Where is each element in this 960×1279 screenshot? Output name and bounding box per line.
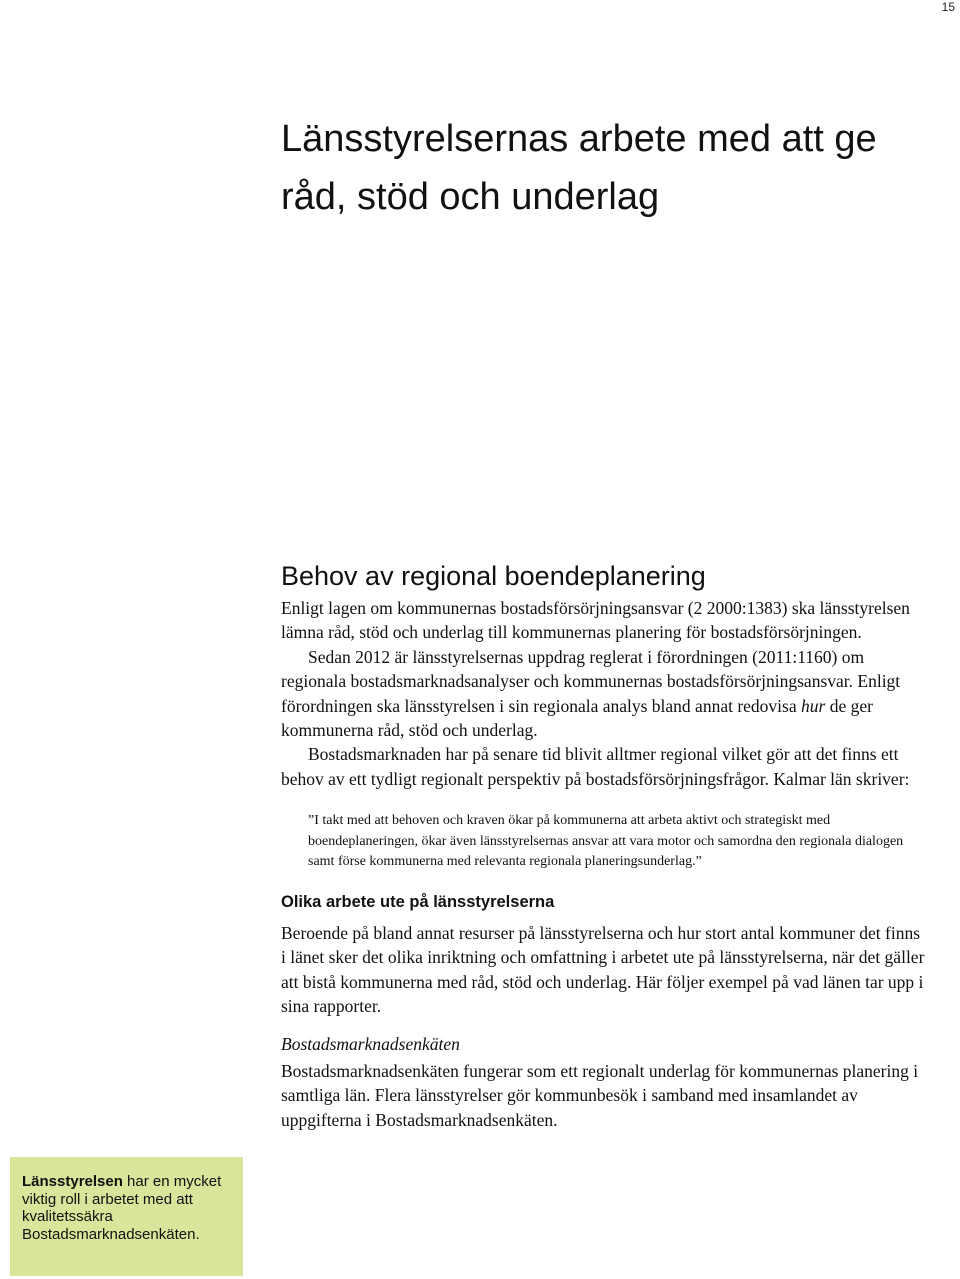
sidebar-note-text: har en mycket viktig roll i arbetet med att kvalitetssäkra Bostadsmarknadsenkäten. xyxy=(22,1173,222,1243)
page-number: 15 xyxy=(941,0,955,14)
paragraph-housing-market: Bostadsmarknaden har på senare tid blivit alltmer regional vilket gör att det finns ett behov av ett tydligt regionalt perspektiv på bostadsförsörjningsfrågor. Kalmar län skriver: xyxy=(281,744,910,789)
paragraph-law: Enligt lagen om kommunernas bostadsförsörjningsansvar (2 2000:1383) ska länsstyrelsen lämna råd, stöd och underlag till kommunernas planering för bostadsförsörjningen. xyxy=(281,598,910,643)
paragraph-survey: Bostadsmarknadsenkäten fungerar som ett regionalt underlag för kommunernas planering i samtliga län. Flera länsstyrelser gör kommunbesök i samband med insamlandet av uppgifterna i Bostadsmarknadsenkäten. xyxy=(281,1060,919,1130)
section-heading-different-work: Olika arbete ute på länsstyrelserna xyxy=(281,892,555,911)
section-heading-regional-planning: Behov av regional boendeplanering xyxy=(281,561,706,591)
main-content xyxy=(281,558,926,1132)
section-heading-survey: Bostadsmarknadsenkäten xyxy=(281,1034,460,1055)
emphasis-hur: hur xyxy=(801,695,826,716)
sidebar-note xyxy=(10,1157,243,1276)
paragraph-resources: Beroende på bland annat resurser på länsstyrelserna och hur stort antal kommuner det finns i länet sker det olika inriktning och omfattning i arbetet ute på länsstyrelserna, när det gäller att bistå kommunerna med råd, stöd och underlag. Här följer exempel på vad länen tar upp i sina rapporter. xyxy=(281,922,925,1016)
paragraph-regulation-end: de ger kommunerna råd, stöd och underlag. xyxy=(281,695,873,741)
sidebar-note-bold: Länsstyrelsen xyxy=(22,1173,123,1190)
page-title: Länsstyrelsernas arbete med att ge råd, stöd och underlag xyxy=(281,118,877,218)
paragraph-regulation-text: Sedan 2012 är länsstyrelsernas uppdrag reglerat i förordningen (2011:1160) om regionala bostadsmarknadsanalyser och kommunernas bostadsförsörjningsansvar. Enligt förordningen ska länsstyrelsen i sin regionala analys bland annat redovisa xyxy=(281,646,901,716)
kalmar-quote: ”I takt med att behoven och kraven ökar på kommunerna att arbeta aktivt och strategiskt med boendeplaneringen, ökar även länsstyrelsernas ansvar att vara motor och samordna den regionala dialogen samt förse kommunerna med relevanta regionala planeringsunderlag.” xyxy=(308,813,904,870)
paragraph-regulation xyxy=(281,645,926,743)
